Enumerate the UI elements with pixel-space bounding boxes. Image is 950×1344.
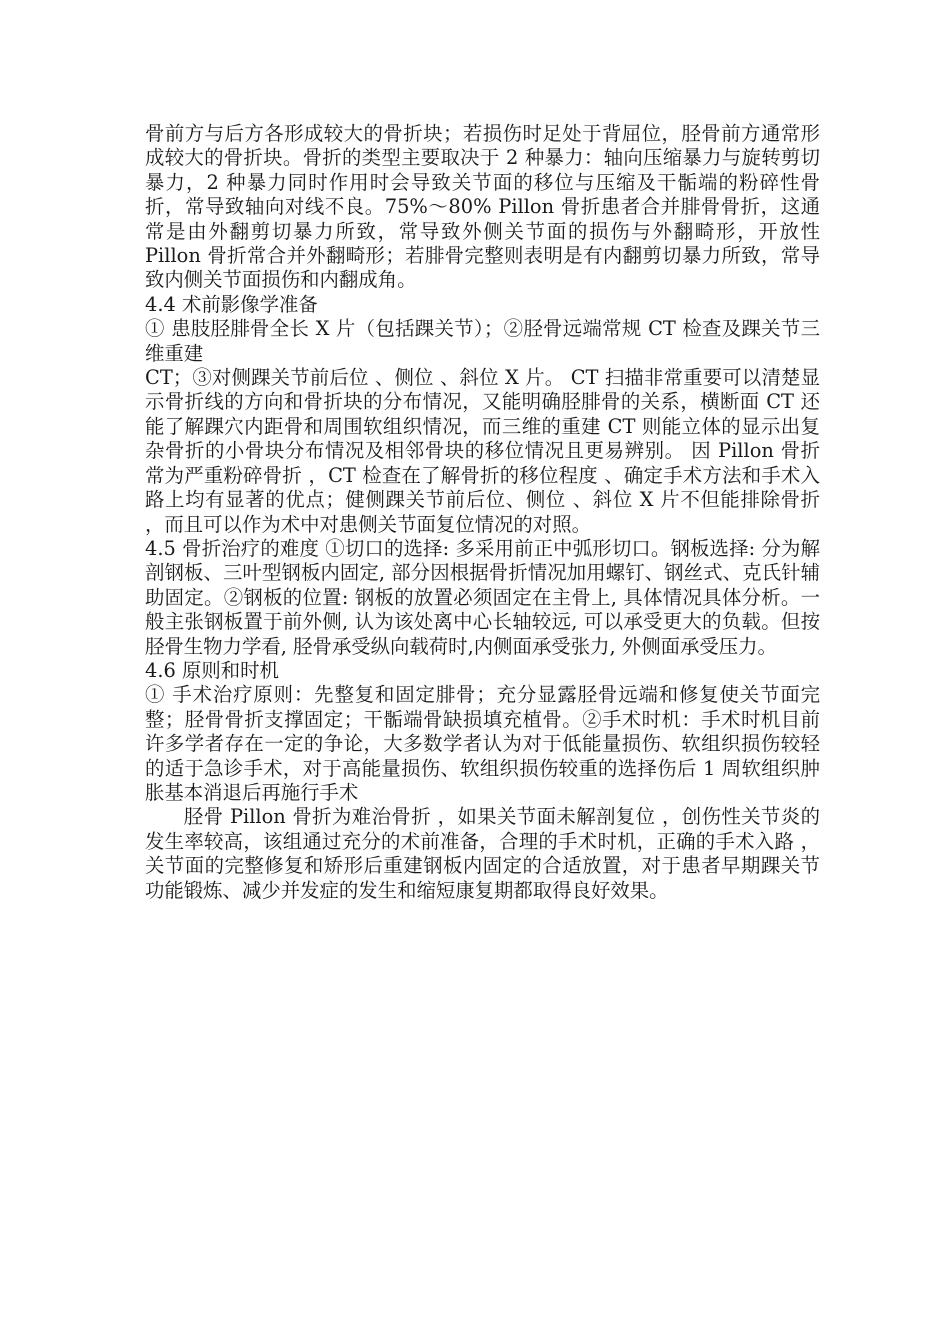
section-heading-4-6: 4.6 原则和时机 [145,658,279,682]
body-paragraph-imaging-list: ① 患肢胫腓骨全长 X 片（包括踝关节）；②胫骨远端常规 CT 检查及踝关节三维重建 [145,317,820,365]
body-paragraph-principles-timing: ① 手术治疗原则：先整复和固定腓骨；充分显露胫骨远端和修复使关节面完整；胫骨骨折支撑固定；干骺端骨缺损填充植骨。②手术时机：手术时机目前许多学者存在一定的争论，大多数学者认为对于低能量损伤、软组织损伤较轻的适于急诊手术，对于高能量损伤、软组织损伤较重的选择伤后 1 周软组织肿胀基本消退后再施行手术 [145,683,820,804]
body-paragraph-ct-description: CT；③对侧踝关节前后位 、侧位 、斜位 X 片。 CT 扫描非常重要可以清楚显示骨折线的方向和骨折块的分布情况，又能明确胫腓骨的关系，横断面 CT 还能了解踝穴内距骨和周围软组织情况，而三维的重建 CT 则能立体的显示出复杂骨折的小骨块分布情况及相邻骨块的移位情况且更易辨别。 因 Pillon 骨折常为严重粉碎骨折 ，CT 检查在了解骨折的移位程度 、确定手术方法和手术入路上均有显著的优点；健侧踝关节前后位、侧位 、斜位 X 片不但能排除骨折 ，而且可以作为术中对患侧关节面复位情况的对照。 [145,366,820,536]
section-heading-4-4: 4.4 术前影像学准备 [145,292,318,316]
body-paragraph-section-4-5: 4.5 骨折治疗的难度 ①切口的选择: 多采用前正中弧形切口。钢板选择: 分为解剖钢板、三叶型钢板内固定, 部分因根据骨折情况加用螺钉、钢丝式、克氏针辅助固定。②钢板的位置: 钢板的放置必须固定在主骨上, 具体情况具体分析。一般主张钢板置于前外侧, 认为该处离中心长轴较远, 可以承受更大的负载。但按胫骨生物力学看, 胫骨承受纵向载荷时,内侧面承受张力, 外侧面承受压力。 [145,536,820,658]
document-page [145,122,820,903]
body-paragraph-fracture-mechanism: 骨前方与后方各形成较大的骨折块；若损伤时足处于背屈位，胫骨前方通常形成较大的骨折块。骨折的类型主要取决于 2 种暴力：轴向压缩暴力与旋转剪切暴力，2 种暴力同时作用时会导致关节面的移位与压缩及干骺端的粉碎性骨折，常导致轴向对线不良。75%～80% Pillon 骨折患者合并腓骨骨折，这通常是由外翻剪切暴力所致，常导致外侧关节面的损伤与外翻畸形，开放性 Pillon 骨折常合并外翻畸形；若腓骨完整则表明是有内翻剪切暴力所致，常导致内侧关节面损伤和内翻成角。 [145,122,820,292]
body-paragraph-conclusion: 胫骨 Pillon 骨折为难治骨折 ，如果关节面未解剖复位 ，创伤性关节炎的发生率较高，该组通过充分的术前准备，合理的手术时机，正确的手术入路 ，关节面的完整修复和矫形后重建钢板内固定的合适放置，对于患者早期踝关节功能锻炼、减少并发症的发生和缩短康复期都取得良好效果。 [145,805,820,902]
